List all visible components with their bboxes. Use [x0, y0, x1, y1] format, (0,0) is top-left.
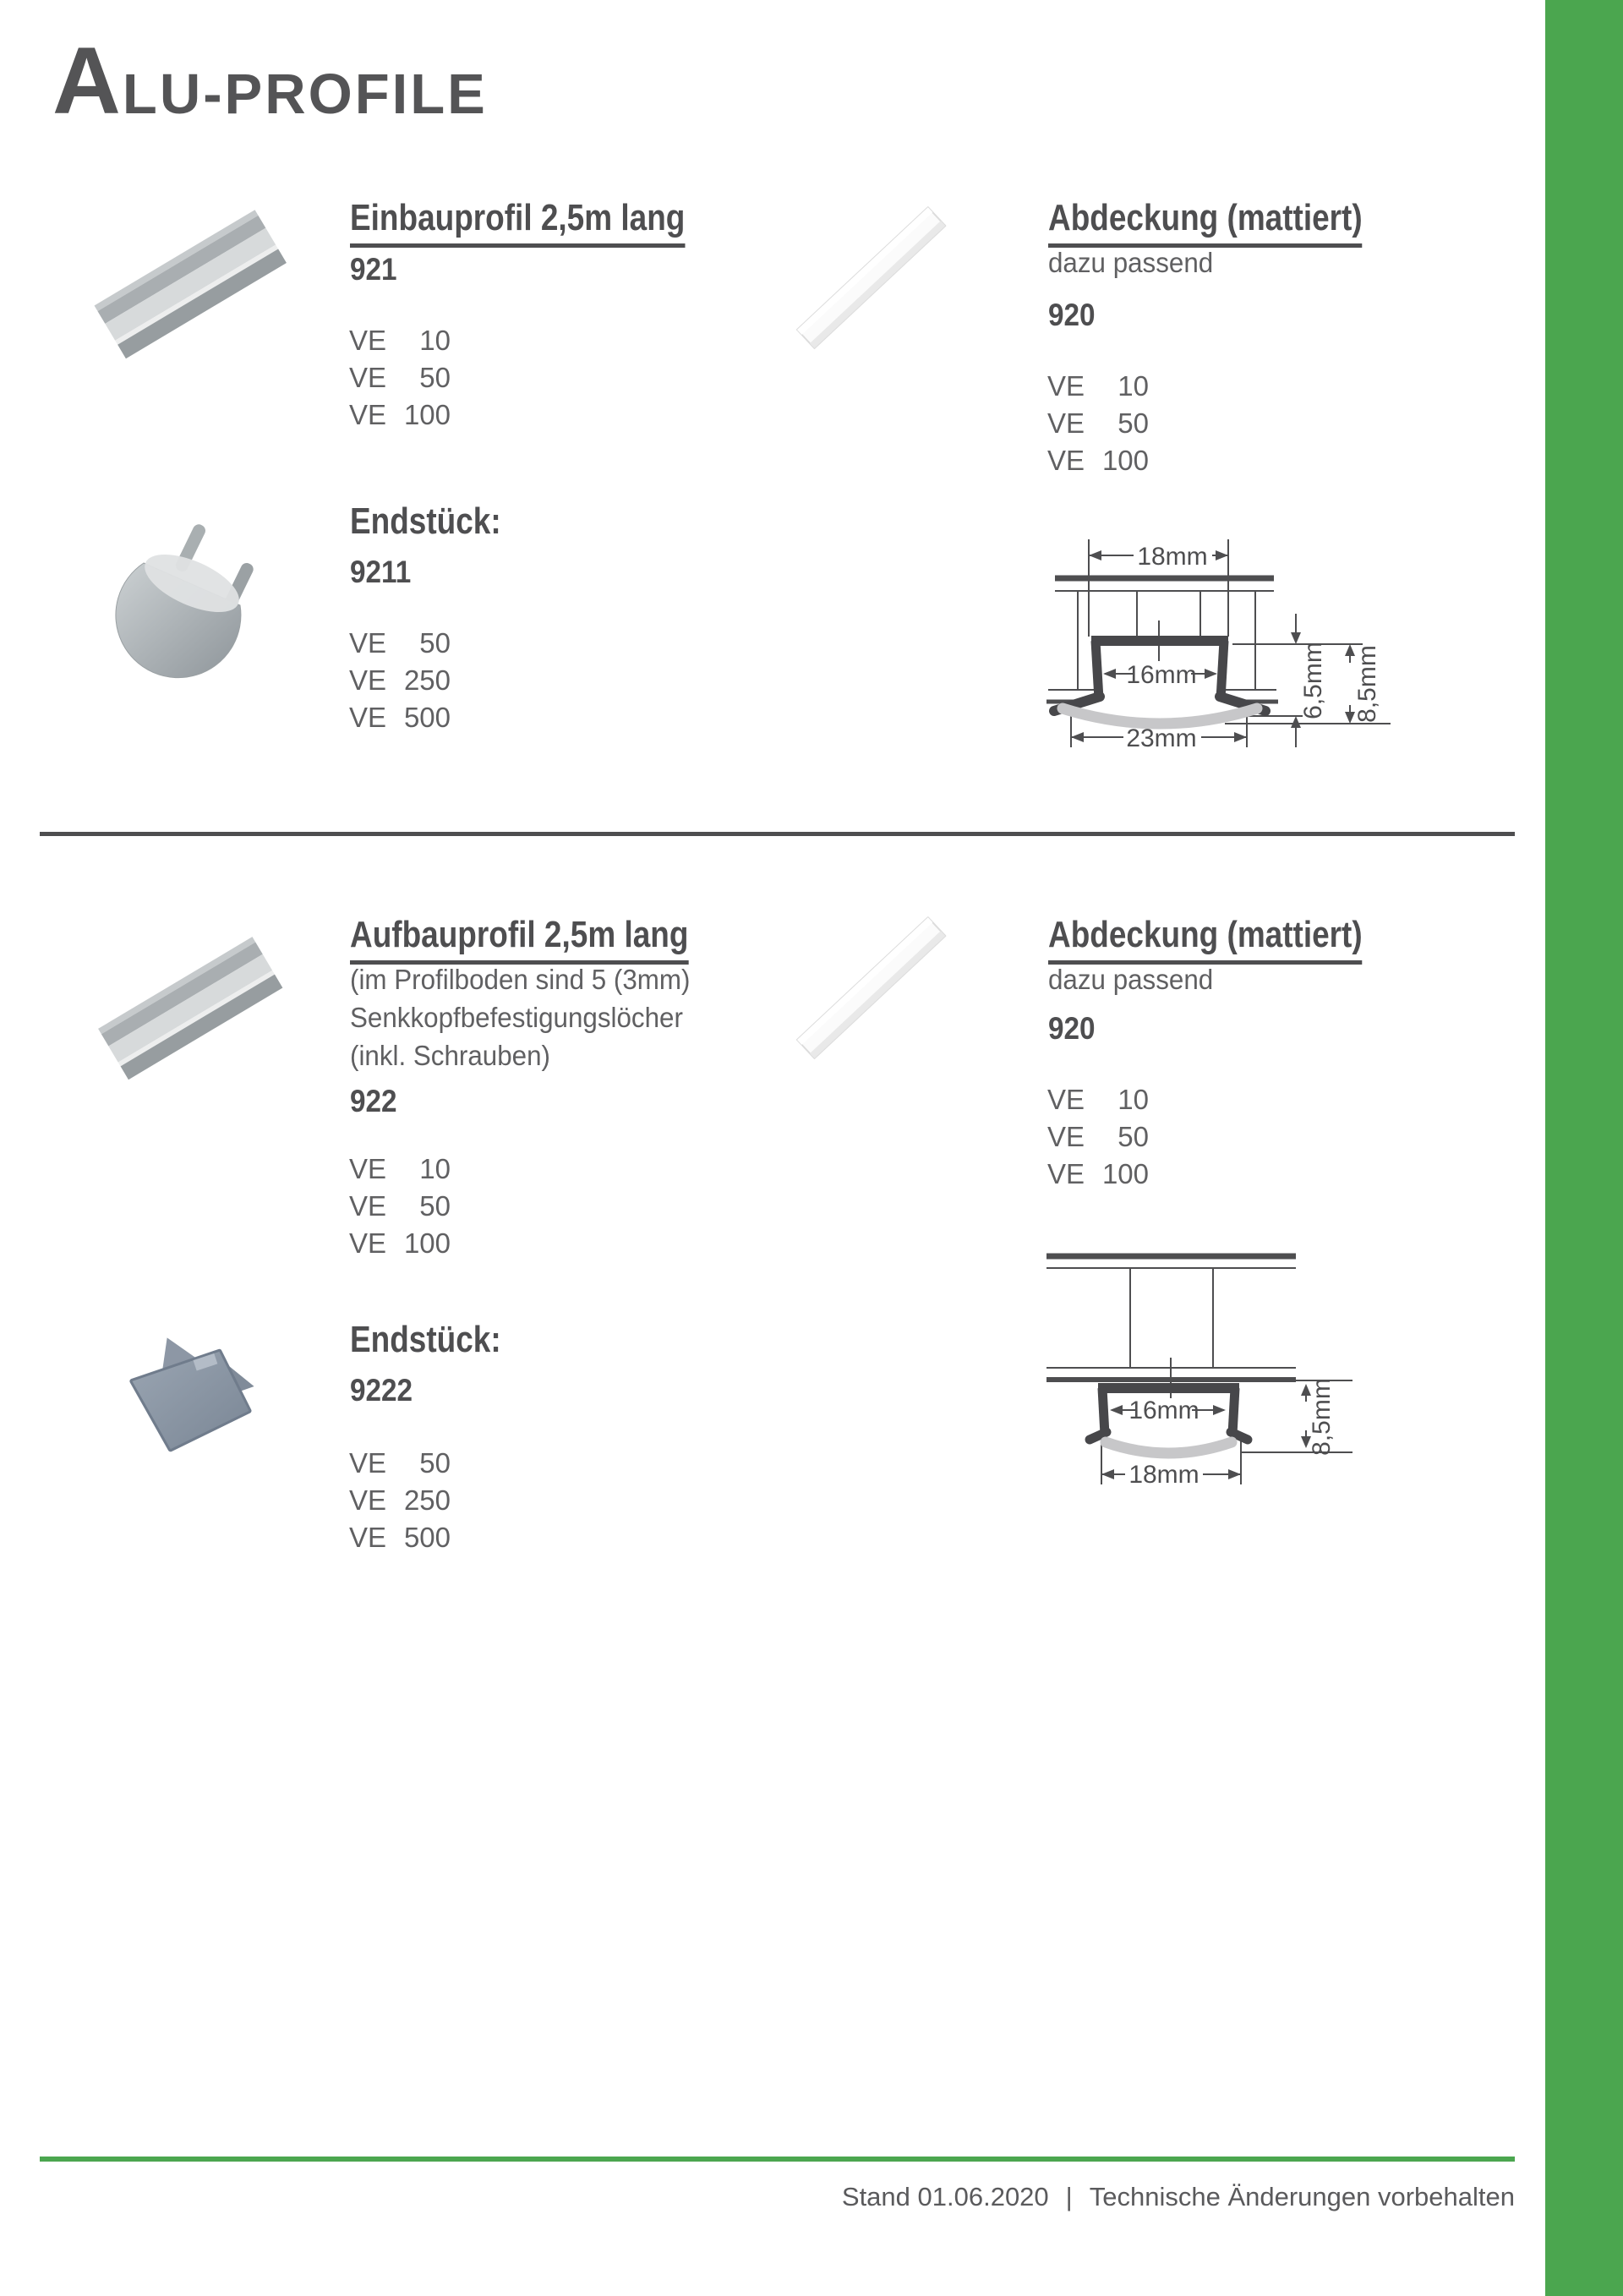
section-divider [40, 832, 1515, 836]
product-image-endstueck-9211 [110, 517, 270, 686]
product-description-line: (im Profilboden sind 5 (3mm) [350, 964, 691, 995]
dim-label-top-width: 18mm [1137, 543, 1208, 571]
ve-qty: 100 [1101, 1158, 1149, 1189]
endpiece-sku: 9211 [350, 555, 412, 589]
ve-qty: 10 [419, 325, 451, 356]
product-image-abdeckung-920 [782, 913, 951, 1065]
ve-qty: 100 [1101, 445, 1149, 476]
endpiece-heading: Endstück: [350, 1319, 501, 1360]
ve-label: VE [349, 1190, 387, 1222]
ve-qty: 10 [1118, 1084, 1149, 1115]
ve-label: VE [349, 1153, 387, 1184]
cover-sku: 920 [1048, 298, 1096, 332]
dim-label-inner-width: 16mm [1128, 1397, 1199, 1424]
cover-note: dazu passend [1048, 964, 1214, 995]
footer-date: Stand 01.06.2020 [841, 2182, 1049, 2211]
footer [0, 2182, 1515, 2212]
ve-label: VE [1047, 1121, 1085, 1152]
ve-row [349, 1447, 451, 1484]
ve-label: VE [349, 325, 387, 356]
dim-label-height: 8,5mm [1353, 645, 1381, 723]
product-description-line: (inkl. Schrauben) [350, 1040, 550, 1071]
dim-label-height: 8,5mm [1308, 1378, 1336, 1456]
ve-row [349, 1190, 451, 1227]
cover-heading: Abdeckung (mattiert) [1048, 914, 1363, 965]
ve-row [349, 627, 451, 664]
ve-qty: 50 [419, 627, 451, 659]
ve-row [349, 1153, 451, 1190]
ve-qty: 500 [403, 702, 451, 733]
ve-row [1047, 1121, 1149, 1158]
ve-label: VE [1047, 407, 1085, 439]
cover-cross-section [1063, 708, 1257, 724]
ve-label: VE [349, 399, 387, 430]
ve-label: VE [349, 362, 387, 393]
product-sku: 922 [350, 1084, 397, 1118]
product-heading: Einbauprofil 2,5m lang [350, 197, 685, 248]
dim-label-outer-width: 18mm [1128, 1461, 1199, 1488]
ve-label: VE [349, 702, 387, 733]
product-heading: Aufbauprofil 2,5m lang [350, 914, 688, 965]
ve-qty: 50 [1118, 1121, 1149, 1152]
technical-drawing-einbauprofil [1040, 531, 1412, 759]
product-image-einbauprofil-921 [85, 201, 296, 366]
product-image-abdeckung-920 [782, 203, 951, 355]
ve-label: VE [1047, 1158, 1085, 1189]
ve-row [349, 399, 451, 436]
ve-row [1047, 407, 1149, 445]
ve-label: VE [349, 1484, 387, 1516]
page-title-rest: LU-PROFILE [122, 63, 488, 126]
ve-label: VE [1047, 1084, 1085, 1115]
accent-sidebar [1545, 0, 1623, 2296]
ve-list [349, 1153, 451, 1265]
ve-qty: 100 [403, 1227, 451, 1259]
ve-list [1047, 370, 1149, 482]
ve-list [1047, 1084, 1149, 1195]
ve-row [1047, 445, 1149, 482]
ve-label: VE [1047, 445, 1085, 476]
ve-row [1047, 370, 1149, 407]
cover-note: dazu passend [1048, 247, 1214, 278]
page-title-initial: A [52, 28, 123, 134]
ve-row [349, 1227, 451, 1265]
ve-qty: 250 [403, 664, 451, 696]
ve-row [1047, 1158, 1149, 1195]
endpiece-sku: 9222 [350, 1373, 413, 1408]
dim-label-inner-width: 16mm [1126, 661, 1197, 689]
ve-list [349, 1447, 451, 1559]
ve-label: VE [349, 1447, 387, 1479]
ve-label: VE [349, 1227, 387, 1259]
cover-heading: Abdeckung (mattiert) [1048, 197, 1363, 248]
product-description [350, 960, 690, 1074]
product-description-line: Senkkopfbefestigungslöcher [350, 1002, 683, 1033]
ve-qty: 50 [419, 362, 451, 393]
ve-qty: 100 [403, 399, 451, 430]
ve-qty: 250 [403, 1484, 451, 1516]
ve-label: VE [349, 1522, 387, 1553]
ve-row [349, 1484, 451, 1522]
ve-row [349, 362, 451, 399]
endpiece-heading: Endstück: [350, 500, 501, 542]
cover-sku: 920 [1048, 1011, 1096, 1046]
footer-separator: | [1065, 2182, 1073, 2211]
ve-qty: 50 [419, 1447, 451, 1479]
product-image-aufbauprofil-922 [89, 932, 292, 1084]
ve-qty: 50 [1118, 407, 1149, 439]
dim-label-depth: 6,5mm [1299, 642, 1327, 719]
technical-drawing-aufbauprofil [1040, 1234, 1412, 1488]
ve-row [1047, 1084, 1149, 1121]
ve-label: VE [349, 627, 387, 659]
cover-cross-section [1106, 1442, 1232, 1453]
dim-label-bottom-width: 23mm [1126, 724, 1197, 752]
footer-rule [40, 2157, 1515, 2162]
ve-qty: 500 [403, 1522, 451, 1553]
ve-label: VE [1047, 370, 1085, 402]
product-image-endstueck-9222 [118, 1326, 266, 1473]
page-title [52, 28, 488, 134]
ve-label: VE [349, 664, 387, 696]
footer-notice: Technische Änderungen vorbehalten [1089, 2182, 1515, 2211]
product-sku: 921 [350, 252, 397, 287]
ve-row [349, 664, 451, 702]
ve-row [349, 325, 451, 362]
ve-qty: 10 [1118, 370, 1149, 402]
ve-row [349, 702, 451, 739]
ve-list [349, 627, 451, 739]
ve-qty: 50 [419, 1190, 451, 1222]
ve-list [349, 325, 451, 436]
ve-qty: 10 [419, 1153, 451, 1184]
ve-row [349, 1522, 451, 1559]
